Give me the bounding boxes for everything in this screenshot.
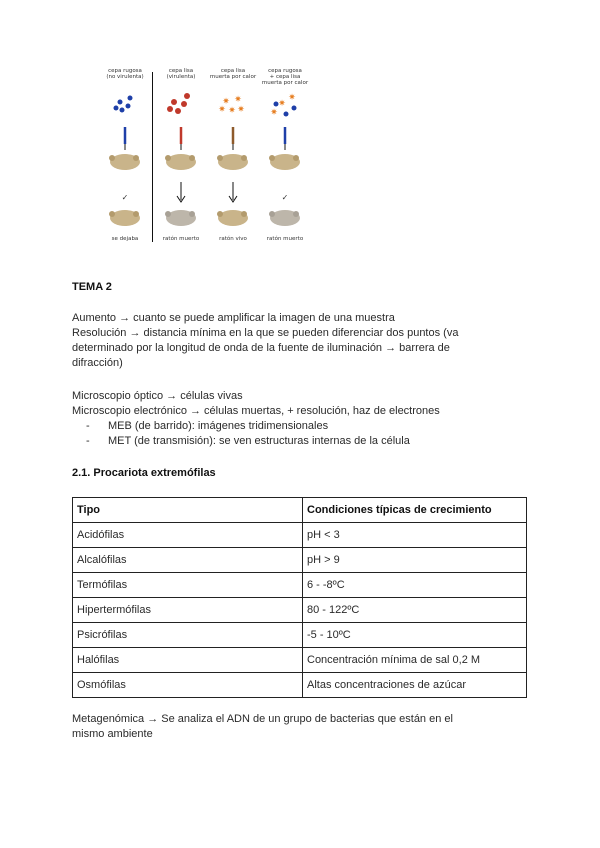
griffith-experiment-figure (100, 68, 312, 248)
bullet-meb: - MEB (de barrido): imágenes tridimensionales (86, 420, 329, 432)
column-2-label: cepa lisa (virulenta) (166, 68, 196, 80)
table-row: Halófilas Concentración mínima de sal 0,2 M (73, 648, 527, 673)
resolucion-line-3: difracción) (72, 357, 123, 369)
svg-text:✓: ✓ (121, 193, 129, 202)
table-header-tipo: Tipo (73, 498, 303, 523)
column-4-illustration (260, 82, 310, 242)
column-1-label: cepa rugosa (no virulenta) (106, 68, 144, 80)
extremophiles-table (72, 497, 527, 698)
mouse-icon (165, 154, 196, 170)
living-mouse-icon (109, 210, 140, 226)
microscopio-electronico-line: Microscopio electrónico → células muertas, + resolución, haz de electrones (72, 405, 440, 417)
svg-text:✷: ✷ (237, 104, 245, 114)
figure-column-4 (260, 68, 310, 248)
column-4-result: ratón muerto (266, 236, 304, 242)
column-2-illustration (156, 82, 206, 242)
column-4-label: cepa rugosa + cepa lisa muerta por calor (261, 68, 309, 86)
metagenomica-line-2: mismo ambiente (72, 728, 153, 740)
svg-text:✷: ✷ (278, 98, 286, 108)
svg-text:✓: ✓ (281, 193, 289, 202)
figure-column-2 (156, 68, 206, 248)
svg-text:✷: ✷ (288, 92, 296, 102)
svg-text:✷: ✷ (234, 94, 242, 104)
dead-mouse-icon (165, 210, 196, 226)
table-header-condiciones: Condiciones típicas de crecimiento (303, 498, 527, 523)
column-3-illustration (208, 82, 258, 242)
metagenomica-line-1: Metagenómica → Se analiza el ADN de un grupo de bacterias que están en el (72, 713, 453, 725)
tema-heading: TEMA 2 (72, 281, 112, 293)
resolucion-line-1: Resolución → distancia mínima en la que se pueden diferenciar dos puntos (va (72, 327, 459, 339)
microscopio-optico-line: Microscopio óptico → células vivas (72, 390, 243, 402)
column-1-illustration (100, 82, 150, 242)
figure-column-1 (100, 68, 150, 248)
svg-text:✷: ✷ (218, 104, 226, 114)
svg-text:✷: ✷ (228, 105, 236, 115)
table-row: Psicrófilas -5 - 10ºC (73, 623, 527, 648)
bullet-met: - MET (de transmisión): se ven estructuras internas de la célula (86, 435, 410, 447)
column-2-result: ratón muerto (162, 236, 200, 242)
svg-text:✷: ✷ (270, 107, 278, 117)
aumento-line: Aumento → cuanto se puede amplificar la imagen de una muestra (72, 312, 395, 324)
living-mouse-icon (217, 210, 248, 226)
svg-text:✷: ✷ (222, 96, 230, 106)
mouse-icon (217, 154, 248, 170)
mouse-icon (269, 154, 300, 170)
table-row: Alcalófilas pH > 9 (73, 548, 527, 573)
column-3-label: cepa lisa muerta por calor (209, 68, 257, 80)
column-3-result: ratón vivo (219, 236, 247, 242)
figure-column-3 (208, 68, 258, 248)
mixed-bacteria-icon (270, 92, 296, 117)
table-row: Acidófilas pH < 3 (73, 523, 527, 548)
table-header-row (73, 498, 527, 523)
table-row: Hipertermófilas 80 - 122ºC (73, 598, 527, 623)
figure-divider (152, 72, 153, 242)
table-row: Osmófilas Altas concentraciones de azúcar (73, 673, 527, 698)
heat-killed-bacteria-icon (218, 94, 245, 115)
resolucion-line-2: determinado por la longitud de onda de la fuente de iluminación → barrera de (72, 342, 450, 354)
dead-mouse-icon (269, 210, 300, 226)
mouse-icon (109, 154, 140, 170)
smooth-bacteria-icon (167, 93, 190, 114)
rough-bacteria-icon (114, 96, 133, 113)
section-title: 2.1. Procariota extremófilas (72, 467, 216, 479)
column-1-result: se dejaba (111, 236, 139, 242)
table-row: Termófilas 6 - -8ºC (73, 573, 527, 598)
